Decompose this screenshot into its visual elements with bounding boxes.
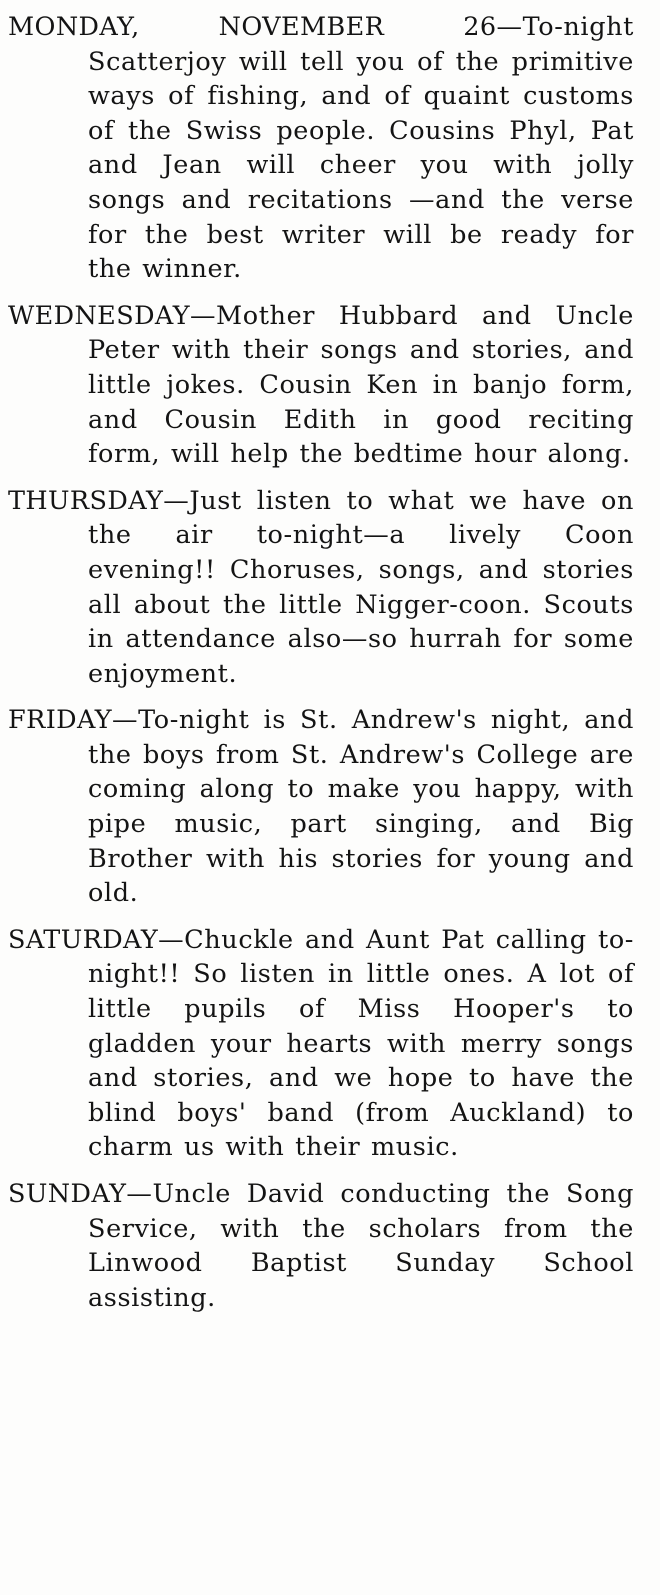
programme-entry-thursday [8,484,634,692]
entry-text-monday: —To-night Scatterjoy will tell you of the primitive ways of fishing, and of quaint customs of the Swiss people. Cousins Phyl, Pat and Jean will cheer you with jolly songs and recitations —and the verse for the best writer will be ready for the winner. [88,12,634,285]
entry-text-thursday: —Just listen to what we have on the air to-night—a lively Coon evening!! Choruses, songs, and stories all about the little Nigger-coon. Scouts in attendance also—so hurrah for some enjoyment. [88,485,634,689]
radio-programme-column [8,10,634,1327]
programme-entry-wednesday [8,299,634,472]
programme-entry-saturday [8,923,634,1165]
entry-day-wednesday: WEDNESDAY [8,300,190,331]
programme-entry-friday [8,703,634,911]
programme-entry-monday [8,10,634,287]
entry-day-saturday: SATURDAY [8,924,159,955]
entry-text-saturday: —Chuckle and Aunt Pat calling to-night!! So listen in little ones. A lot of little pupils of Miss Hooper's to gladden your hearts with merry songs and stories, and we hope to have the blind boys' band (from Auckland) to charm us with their music. [88,924,634,1163]
entry-day-friday: FRIDAY [8,705,113,736]
programme-entry-sunday [8,1177,634,1315]
entry-text-friday: —To-night is St. Andrew's night, and the boys from St. Andrew's College are coming along to make you happy, with pipe music, part singing, and Big Brother with his stories for young and old. [88,705,634,909]
entry-text-wednesday: —Mother Hubbard and Uncle Peter with their songs and stories, and little jokes. Cousin Ken in banjo form, and Cousin Edith in good reciting form, will help the bedtime hour along. [88,300,634,470]
entry-text-sunday: —Uncle David conducting the Song Service, with the scholars from the Linwood Baptist Sunday School assisting. [88,1179,634,1313]
entry-day-sunday: SUNDAY [8,1179,127,1209]
entry-day-monday: MONDAY, NOVEMBER 26 [8,12,497,42]
entry-day-thursday: THURSDAY [8,485,164,516]
